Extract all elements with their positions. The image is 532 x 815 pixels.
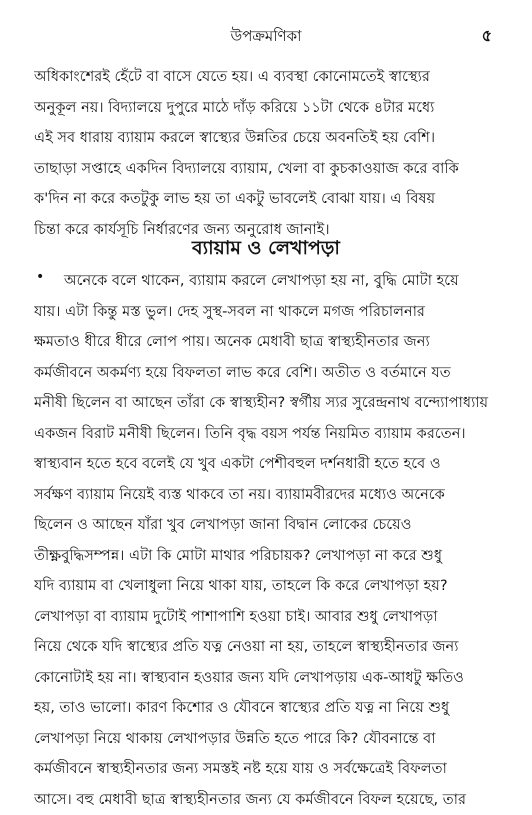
text-line: স্বাস্থ্যবান হতে হবে বলেই যে খুব একটা পেশীবহুল দর্শনধারী হতে হবে ও — [34, 449, 496, 480]
text-line: কর্মজীবনে অকর্মণ্য হয়ে বিফলতা লাভ করে বেশি। অতীত ও বর্তমানে যত — [34, 358, 496, 389]
text-line: আসে। বহু মেধাবী ছাত্র স্বাস্থ্যহীনতার জন্য যে কর্মজীবনে বিফল হয়েছে, তার — [34, 785, 496, 815]
text-line: এই সব ধারায় ব্যায়াম করলে স্বাস্থ্যের উন্নতির চেয়ে অবনতিই হয় বেশি। — [34, 123, 496, 154]
paragraph-2 — [34, 266, 496, 815]
text-line: নিয়ে থেকে যদি স্বাস্থ্যের প্রতি যত্ন নেওয়া না হয়, তাহলে স্বাস্থ্যহীনতার জন্য — [34, 632, 496, 663]
page-number: ৫ — [482, 26, 492, 46]
text-line: তীক্ষ্ণবুদ্ধিসম্পন্ন। এটা কি মোটা মাথার পরিচায়ক? লেখাপড়া না করে শুধু — [34, 541, 496, 572]
page-header — [0, 26, 532, 50]
section-heading: ব্যায়াম ও লেখাপড়া — [0, 234, 532, 262]
text-line: ছিলেন ও আছেন যাঁরা খুব লেখাপড়া জানা বিদ্বান লোকের চেয়েও — [34, 510, 496, 541]
text-line: অধিকাংশেরই হেঁটে বা বাসে যেতে হয়। এ ব্যবস্থা কোনোমতেই স্বাস্থ্যের — [34, 62, 496, 93]
text-line: একজন বিরাট মনীষী ছিলেন। তিনি বৃদ্ধ বয়স পর্যন্ত নিয়মিত ব্যায়াম করতেন। — [34, 419, 496, 450]
paragraph-1 — [34, 62, 496, 245]
text-line: অনেকে বলে থাকেন, ব্যায়াম করলে লেখাপড়া হয় না, বুদ্ধি মোটা হয়ে — [34, 266, 496, 297]
text-line: ক্ষমতাও ধীরে ধীরে লোপ পায়। অনেক মেধাবী ছাত্র স্বাস্থ্যহীনতার জন্য — [34, 327, 496, 358]
stray-dot-mark: • — [36, 270, 44, 284]
text-line: কর্মজীবনে স্বাস্থ্যহীনতার জন্য সমস্তই নষ্ট হয়ে যায় ও সর্বক্ষেত্রেই বিফলতা — [34, 754, 496, 785]
text-line: সর্বক্ষণ ব্যায়াম নিয়েই ব্যস্ত থাকবে তা নয়। ব্যায়ামবীরদের মধ্যেও অনেকে — [34, 480, 496, 511]
text-line: যায়। এটা কিন্তু মস্ত ভুল। দেহ সুস্থ-সবল না থাকলে মগজ পরিচালনার — [34, 297, 496, 328]
text-line: হয়, তাও ভালো। কারণ কিশোর ও যৌবনে স্বাস্থ্যের প্রতি যত্ন না নিয়ে শুধু — [34, 693, 496, 724]
running-head: উপক্রমণিকা — [0, 26, 532, 46]
text-line: কোনোটাই হয় না। স্বাস্থ্যবান হওয়ার জন্য যদি লেখাপড়ায় এক-আধটু ক্ষতিও — [34, 663, 496, 694]
text-line: ক'দিন না করে কতটুকু লাভ হয় তা একটু ভাবলেই বোঝা যায়। এ বিষয় — [34, 184, 496, 215]
text-line: মনীষী ছিলেন বা আছেন তাঁরা কে স্বাস্থ্যহীন? স্বর্গীয় স্যর সুরেন্দ্রনাথ বন্দ্যোপাধ্যায় — [34, 388, 496, 419]
text-line: যদি ব্যায়াম বা খেলাধুলা নিয়ে থাকা যায়, তাহলে কি করে লেখাপড়া হয়? — [34, 571, 496, 602]
text-line: চিন্তা করে কার্যসূচি নির্ধারণের জন্য অনুরোধ জানাই। — [34, 215, 496, 246]
text-line: অনুকূল নয়। বিদ্যালয়ে দুপুরে মাঠে দাঁড় করিয়ে ১১টা থেকে ৪টার মধ্যে — [34, 93, 496, 124]
text-line: লেখাপড়া নিয়ে থাকায় লেখাপড়ার উন্নতি হতে পারে কি? যৌবনান্তে বা — [34, 724, 496, 755]
text-line: লেখাপড়া বা ব্যায়াম দুটোই পাশাপাশি হওয়া চাই। আবার শুধু লেখাপড়া — [34, 602, 496, 633]
text-line: তাছাড়া সপ্তাহে একদিন বিদ্যালয়ে ব্যায়াম, খেলা বা কুচকাওয়াজ করে বাকি — [34, 154, 496, 185]
